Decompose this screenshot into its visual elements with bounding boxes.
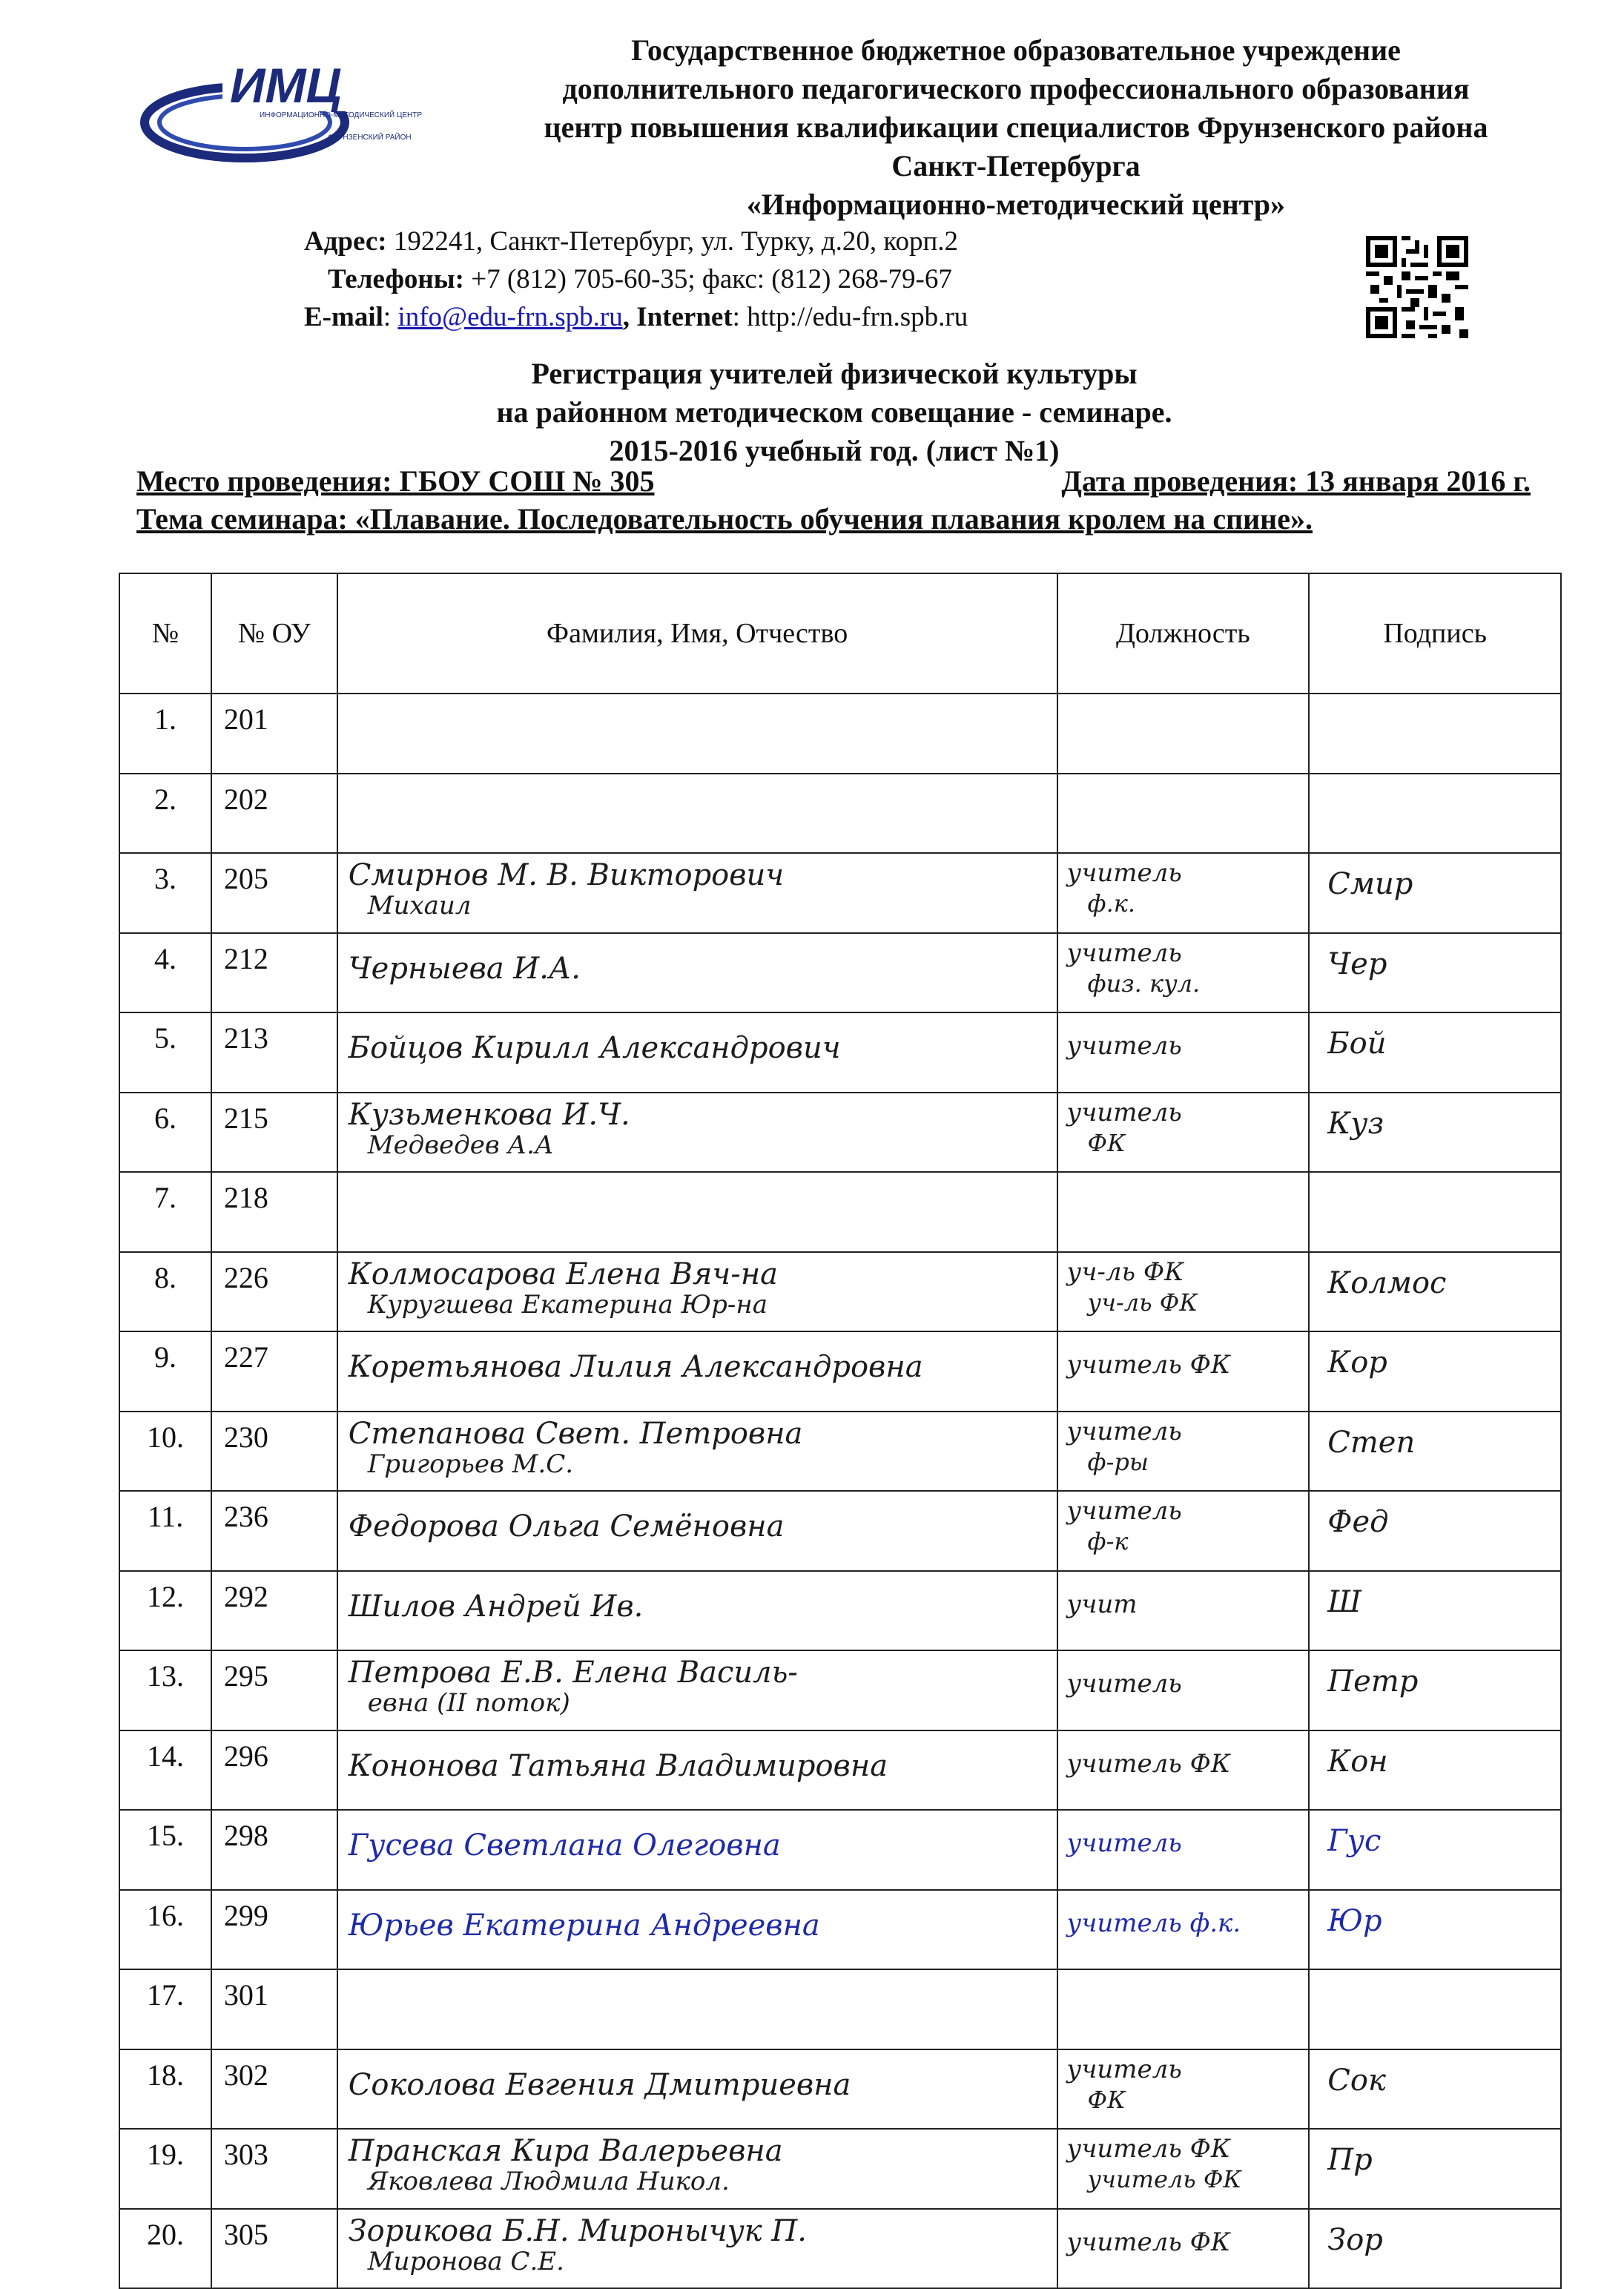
venue: Место проведения: ГБОУ СОШ № 305 — [136, 464, 655, 498]
row-school-number: 295 — [211, 1650, 337, 1730]
position-cell — [1057, 1571, 1310, 1651]
row-number: 15. — [119, 1810, 211, 1890]
table-row — [119, 1571, 1561, 1651]
handwritten-position: учитель — [1066, 1496, 1182, 1526]
table-header-row — [119, 573, 1561, 694]
position-cell — [1057, 1730, 1310, 1811]
handwritten-signature: Юр — [1327, 1903, 1382, 1938]
table-row — [119, 1491, 1561, 1571]
row-school-number: 202 — [211, 774, 337, 854]
signature-cell — [1309, 2209, 1561, 2289]
table-row — [119, 774, 1561, 854]
row-number: 8. — [119, 1252, 211, 1332]
handwritten-name: Колмосарова Елена Вяч-на — [348, 1257, 779, 1291]
handwritten-position: учитель — [1066, 1031, 1182, 1061]
handwritten-signature: Смир — [1327, 867, 1413, 901]
fullname-cell — [337, 774, 1057, 854]
row-number: 20. — [119, 2209, 211, 2289]
fullname-cell — [337, 853, 1057, 933]
row-school-number: 303 — [211, 2129, 337, 2209]
table-row — [119, 2209, 1561, 2289]
position-cell — [1057, 1252, 1310, 1332]
row-number: 7. — [119, 1172, 211, 1252]
handwritten-name: Черныева И.А. — [348, 951, 581, 986]
fullname-cell — [337, 2049, 1057, 2130]
table-row — [119, 2129, 1561, 2209]
handwritten-signature: Колмос — [1327, 1265, 1447, 1300]
handwritten-position-second: ф.к. — [1087, 889, 1136, 918]
signature-cell — [1309, 1252, 1561, 1332]
position-cell — [1057, 1012, 1310, 1093]
handwritten-signature: Пр — [1327, 2143, 1373, 2177]
handwritten-name: Федорова Ольга Семёновна — [348, 1509, 785, 1544]
table-row — [119, 1810, 1561, 1890]
row-school-number: 236 — [211, 1491, 337, 1571]
row-number: 19. — [119, 2129, 211, 2209]
row-number: 3. — [119, 853, 211, 933]
signature-cell — [1309, 933, 1561, 1013]
row-school-number: 213 — [211, 1012, 337, 1093]
fullname-cell — [337, 1890, 1057, 1970]
logo-district: ФРУНЗЕНСКИЙ РАЙОН — [328, 134, 412, 142]
handwritten-signature: Куз — [1327, 1106, 1384, 1141]
signature-cell — [1309, 1650, 1561, 1730]
handwritten-position: учитель ФК — [1066, 2227, 1231, 2257]
fullname-cell — [337, 1331, 1057, 1412]
row-school-number: 230 — [211, 1412, 337, 1492]
phones-value: +7 (812) 705-60-35; факс: (812) 268-79-67 — [463, 264, 952, 294]
table-row — [119, 1969, 1561, 2049]
email-row — [304, 298, 968, 336]
handwritten-name-second: Григорьев М.С. — [367, 1449, 574, 1479]
phones-row — [304, 260, 968, 298]
contacts-block — [304, 223, 968, 336]
row-school-number: 227 — [211, 1331, 337, 1412]
title-line: 2015-2016 учебный год. (лист №1) — [609, 434, 1060, 467]
fullname-cell — [337, 1491, 1057, 1571]
signature-cell — [1309, 1331, 1561, 1412]
internet-label: , Internet — [622, 302, 733, 332]
handwritten-name: Кузьменкова И.Ч. — [348, 1097, 630, 1132]
table-row — [119, 694, 1561, 774]
row-school-number: 205 — [211, 853, 337, 933]
handwritten-position-second: уч-ль ФК — [1087, 1288, 1198, 1317]
handwritten-signature: Чер — [1327, 946, 1387, 981]
internet-value[interactable]: : http://edu-frn.spb.ru — [732, 302, 968, 332]
handwritten-position: учитель ФК — [1066, 1748, 1231, 1779]
handwritten-name: Зорикова Б.Н. Миронычук П. — [348, 2213, 807, 2248]
row-number: 1. — [119, 694, 211, 774]
table-body — [119, 694, 1561, 2288]
seminar-theme: Тема семинара: «Плавание. Последовательность обучения плавания кролем на спине». — [136, 502, 1313, 536]
position-cell — [1057, 1412, 1310, 1492]
fullname-cell — [337, 1252, 1057, 1332]
venue-date-line — [136, 464, 1531, 498]
position-cell — [1057, 2209, 1310, 2289]
handwritten-signature: Фед — [1327, 1505, 1389, 1539]
org-line: центр повышения квалификации специалистов Фрунзенского района — [544, 111, 1488, 144]
table-row — [119, 1412, 1561, 1492]
position-cell — [1057, 1969, 1310, 2049]
row-number: 16. — [119, 1890, 211, 1970]
handwritten-name: Юрьев Екатерина Андреевна — [348, 1908, 820, 1943]
fullname-cell — [337, 1730, 1057, 1811]
logo — [133, 45, 430, 171]
handwritten-name-second: Медведев А.А — [367, 1130, 554, 1160]
org-line: дополнительного педагогического профессионального образования — [562, 72, 1470, 105]
table-row — [119, 1012, 1561, 1093]
signature-cell — [1309, 1491, 1561, 1571]
row-number: 13. — [119, 1650, 211, 1730]
logo-swoosh-icon — [133, 45, 430, 171]
handwritten-name: Соколова Евгения Дмитриевна — [348, 2067, 851, 2102]
handwritten-name-second: Михаил — [367, 891, 472, 920]
handwritten-position-second: учитель ФК — [1087, 2165, 1242, 2193]
handwritten-name: Гусева Светлана Олеговна — [348, 1828, 781, 1863]
handwritten-signature: Сок — [1327, 2063, 1386, 2098]
handwritten-position: учитель — [1066, 2054, 1182, 2084]
handwritten-position: уч-ль ФК — [1066, 1257, 1184, 1287]
signature-cell — [1309, 1969, 1561, 2049]
position-cell — [1057, 774, 1310, 854]
position-cell — [1057, 1491, 1310, 1571]
handwritten-position: учитель — [1066, 858, 1182, 888]
fullname-cell — [337, 694, 1057, 774]
fullname-cell — [337, 1412, 1057, 1492]
row-number: 9. — [119, 1331, 211, 1412]
fullname-cell — [337, 1571, 1057, 1651]
handwritten-position: учитель — [1066, 1669, 1182, 1699]
position-cell — [1057, 853, 1310, 933]
fullname-cell — [337, 1810, 1057, 1890]
fullname-cell — [337, 2209, 1057, 2289]
fullname-cell — [337, 1172, 1057, 1252]
table-row — [119, 1650, 1561, 1730]
row-school-number: 302 — [211, 2049, 337, 2130]
position-cell — [1057, 694, 1310, 774]
org-line: Государственное бюджетное образовательное учреждение — [631, 33, 1401, 67]
handwritten-name-second: Яковлева Людмила Никол. — [367, 2167, 730, 2196]
position-cell — [1057, 1172, 1310, 1252]
handwritten-position: учитель — [1066, 1416, 1182, 1446]
handwritten-name: Петрова Е.В. Елена Василь- — [348, 1656, 798, 1690]
row-number: 14. — [119, 1730, 211, 1811]
handwritten-signature: Гус — [1327, 1824, 1382, 1858]
table-row — [119, 2049, 1561, 2130]
position-cell — [1057, 1331, 1310, 1412]
address-value: 192241, Санкт-Петербург, ул. Турку, д.20, корп.2 — [386, 226, 958, 257]
handwritten-position-second: ФК — [1087, 1128, 1126, 1157]
handwritten-position: учитель ФК — [1066, 1350, 1231, 1380]
org-line: «Информационно-методический центр» — [746, 188, 1286, 221]
row-number: 18. — [119, 2049, 211, 2130]
fullname-cell — [337, 1650, 1057, 1730]
signature-cell — [1309, 2129, 1561, 2209]
fullname-cell — [337, 1969, 1057, 2049]
handwritten-signature: Кон — [1327, 1744, 1388, 1779]
handwritten-position: учитель ФК — [1066, 2134, 1231, 2164]
row-number: 5. — [119, 1012, 211, 1093]
signature-cell — [1309, 1810, 1561, 1890]
handwritten-name: Бойцов Кирилл Александрович — [348, 1031, 841, 1065]
fullname-cell — [337, 1012, 1057, 1093]
table-row — [119, 1331, 1561, 1412]
fullname-cell — [337, 2129, 1057, 2209]
row-number: 4. — [119, 933, 211, 1013]
handwritten-name-second: Куругшева Екатерина Юр-на — [367, 1289, 768, 1320]
row-school-number: 301 — [211, 1969, 337, 2049]
handwritten-signature: Ш — [1327, 1584, 1361, 1619]
logo-text: ИМЦ — [230, 58, 342, 113]
organization-name — [475, 31, 1557, 224]
signature-cell — [1309, 1172, 1561, 1252]
fullname-cell — [337, 1093, 1057, 1173]
row-number: 2. — [119, 774, 211, 854]
row-school-number: 218 — [211, 1172, 337, 1252]
registration-title — [282, 355, 1387, 470]
position-cell — [1057, 933, 1310, 1013]
handwritten-position-second: ф-к — [1087, 1527, 1129, 1555]
email-link[interactable]: info@edu-frn.spb.ru — [397, 302, 623, 332]
handwritten-name: Коретьянова Лилия Александровна — [348, 1350, 923, 1384]
registration-table — [119, 573, 1562, 2289]
handwritten-name: Пранская Кира Валерьевна — [348, 2134, 783, 2168]
handwritten-signature: Петр — [1327, 1664, 1419, 1699]
table-row — [119, 1093, 1561, 1173]
signature-cell — [1309, 1890, 1561, 1970]
row-school-number: 292 — [211, 1571, 337, 1651]
address-row — [304, 223, 968, 260]
row-number: 17. — [119, 1969, 211, 2049]
signature-cell — [1309, 1730, 1561, 1811]
row-number: 12. — [119, 1571, 211, 1651]
logo-subtitle: ИНФОРМАЦИОННО-МЕТОДИЧЕСКИЙ ЦЕНТР — [260, 111, 423, 119]
handwritten-position: учитель — [1066, 938, 1182, 968]
handwritten-name: Кононова Татьяна Владимировна — [348, 1748, 888, 1783]
row-number: 6. — [119, 1093, 211, 1173]
row-school-number: 212 — [211, 933, 337, 1013]
handwritten-name: Степанова Свет. Петровна — [348, 1416, 803, 1451]
table-row — [119, 1890, 1561, 1970]
qr-code-icon — [1366, 236, 1468, 338]
table-row — [119, 1730, 1561, 1811]
org-line: Санкт-Петербурга — [891, 149, 1141, 182]
signature-cell — [1309, 694, 1561, 774]
row-school-number: 215 — [211, 1093, 337, 1173]
table-row — [119, 1172, 1561, 1252]
email-label: E-mail — [304, 302, 383, 332]
row-school-number: 299 — [211, 1890, 337, 1970]
signature-cell — [1309, 1571, 1561, 1651]
handwritten-signature: Бой — [1327, 1027, 1387, 1061]
handwritten-position-second: ФК — [1087, 2085, 1126, 2114]
handwritten-name-second: евна (II поток) — [367, 1688, 570, 1718]
title-line: Регистрация учителей физической культуры — [531, 357, 1138, 390]
position-cell — [1057, 1810, 1310, 1890]
phones-label: Телефоны: — [328, 264, 464, 294]
col-header-fullname: Фамилия, Имя, Отчество — [337, 573, 1057, 694]
position-cell — [1057, 2049, 1310, 2130]
handwritten-position: учитель — [1066, 1097, 1182, 1127]
table-row — [119, 853, 1561, 933]
col-header-position: Должность — [1057, 573, 1310, 694]
signature-cell — [1309, 1412, 1561, 1492]
fullname-cell — [337, 933, 1057, 1013]
handwritten-name-second: Миронова С.Е. — [367, 2246, 564, 2276]
row-school-number: 298 — [211, 1810, 337, 1890]
signature-cell — [1309, 774, 1561, 854]
email-sep: : — [383, 302, 398, 332]
signature-cell — [1309, 1093, 1561, 1173]
handwritten-name: Смирнов М. В. Викторович — [348, 858, 785, 892]
handwritten-signature: Степ — [1327, 1425, 1416, 1460]
handwritten-position-second: ф-ры — [1087, 1447, 1149, 1476]
position-cell — [1057, 2129, 1310, 2209]
row-school-number: 226 — [211, 1252, 337, 1332]
col-header-signature: Подпись — [1309, 573, 1561, 694]
col-header-school: № ОУ — [211, 573, 337, 694]
signature-cell — [1309, 2049, 1561, 2130]
handwritten-name: Шилов Андрей Ив. — [348, 1589, 644, 1624]
handwritten-position: учитель — [1066, 1828, 1182, 1858]
position-cell — [1057, 1890, 1310, 1970]
row-number: 10. — [119, 1412, 211, 1492]
row-school-number: 305 — [211, 2209, 337, 2289]
handwritten-signature: Зор — [1327, 2222, 1383, 2257]
title-line: на районном методическом совещание - семинаре. — [496, 395, 1172, 429]
signature-cell — [1309, 853, 1561, 933]
handwritten-position-second: физ. кул. — [1087, 969, 1201, 998]
address-label: Адрес: — [304, 226, 387, 257]
signature-cell — [1309, 1012, 1561, 1093]
row-school-number: 201 — [211, 694, 337, 774]
row-school-number: 296 — [211, 1730, 337, 1811]
col-header-number: № — [119, 573, 211, 694]
row-number: 11. — [119, 1491, 211, 1571]
handwritten-position: учит — [1066, 1589, 1138, 1619]
table-row — [119, 1252, 1561, 1332]
handwritten-position: учитель ф.к. — [1066, 1908, 1241, 1938]
handwritten-signature: Кор — [1327, 1346, 1387, 1380]
event-date: Дата проведения: 13 января 2016 г. — [1061, 464, 1531, 498]
position-cell — [1057, 1650, 1310, 1730]
table-row — [119, 933, 1561, 1013]
position-cell — [1057, 1093, 1310, 1173]
